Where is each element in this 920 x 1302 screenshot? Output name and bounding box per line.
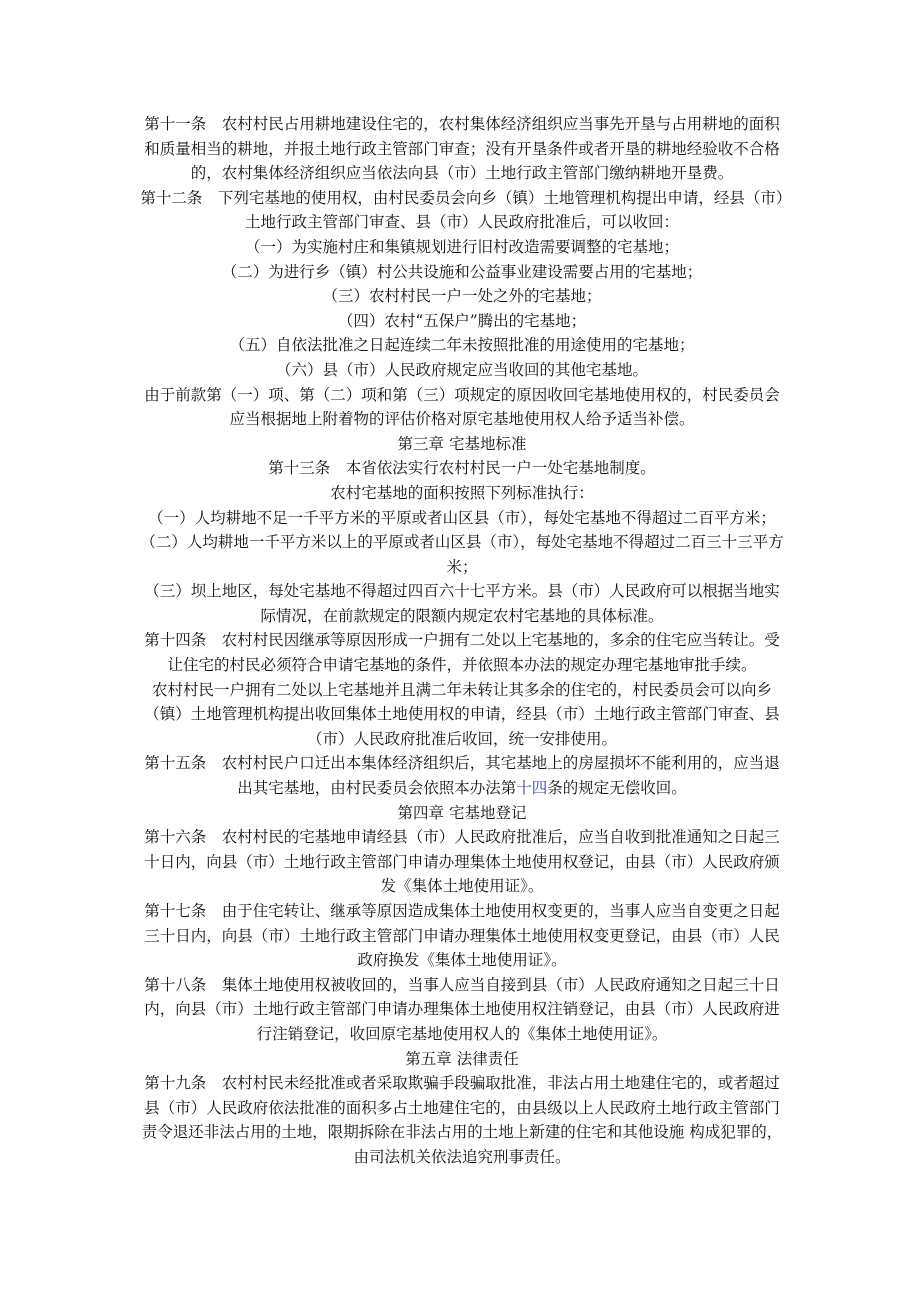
chapter-5-heading: 第五章 法律责任 — [405, 1049, 519, 1068]
article-12-item-2: （二）为进行乡（镇）村公共设施和公益事业建设需要占用的宅基地； — [221, 262, 703, 281]
article-13-item-2: （二）人均耕地一千平方米以上的平原或者山区县（市），每处宅基地不得超过二百三十三平方米； — [140, 533, 784, 576]
article-14: 第十四条 农村村民因继承等原因形成一户拥有二处以上宅基地的，多余的住宅应当转让。受让住宅的村民必须符合申请宅基地的条件，并依照本办法的规定办理宅基地审批手续。 — [144, 631, 780, 675]
article-15 — [138, 751, 786, 800]
article-15-text-after: 条的规定无偿收回。 — [547, 779, 687, 798]
article-12-item-1: （一）为实施村庄和集镇规划进行旧村改造需要调整的宅基地； — [244, 237, 679, 256]
article-15-text-before: 第十五条 农村村民户口迁出本集体经济组织后，其宅基地上的房屋损坏不能利用的，应当退出其宅基地，由村民委员会依照本办法第 — [144, 754, 780, 798]
article-18: 第十八条 集体土地使用权被收回的，当事人应当自接到县（市）人民政府通知之日起三十日内，向县（市）土地行政主管部门申请办理集体土地使用权注销登记，由县（市）人民政府进行注销登记，收回原宅基地使用权人的《集体土地使用证》。 — [144, 975, 780, 1043]
article-12: 第十二条 下列宅基地的使用权，由村民委员会向乡（镇）土地管理机构提出申请，经县（市）土地行政主管部门审查、县（市）人民政府批准后，可以收回： — [140, 188, 784, 232]
article-17: 第十七条 由于住宅转让、继承等原因造成集体土地使用权变更的，当事人应当自变更之日起三十日内，向县（市）土地行政主管部门申请办理集体土地使用权变更登记，由县（市）人民政府换发《集体土地使用证》。 — [144, 902, 780, 970]
article-12-item-6: （六）县（市）人民政府规定应当收回的其他宅基地。 — [275, 360, 648, 379]
article-12-item-3: （三）农村村民一户一处之外的宅基地； — [322, 287, 602, 306]
document-body — [138, 112, 786, 1170]
article-13-item-3: （三）坝上地区，每处宅基地不得超过四百六十七平方米。县（市）人民政府可以根据当地实际情况，在前款规定的限额内规定农村宅基地的具体标准。 — [144, 582, 780, 625]
article-19: 第十九条 农村村民未经批准或者采取欺骗手段骗取批准，非法占用土地建住宅的，或者超过县（市）人民政府依法批准的面积多占土地建住宅的，由县级以上人民政府土地行政主管部门责令退还非法占用的土地，限期拆除在非法占用的土地上新建的住宅和其他设施 构成犯罪的，由司法机关依法追究刑事责任。 — [141, 1074, 783, 1166]
article-12-compensation: 由于前款第（一）项、第（二）项和第（三）项规定的原因收回宅基地使用权的，村民委员会应当根据地上附着物的评估价格对原宅基地使用权人给予适当补偿。 — [144, 385, 780, 429]
chapter-4-heading: 第四章 宅基地登记 — [397, 803, 527, 822]
article-reference-link[interactable]: 十四 — [516, 779, 548, 798]
article-14-second-paragraph: 农村村民一户拥有二处以上宅基地并且满二年未转让其多余的住宅的，村民委员会可以向乡（镇）土地管理机构提出收回集体土地使用权的申请，经县（市）土地行政主管部门审查、县（市）人民政府批准后收回，统一安排使用。 — [144, 680, 780, 748]
article-11: 第十一条 农村村民占用耕地建设住宅的，农村集体经济组织应当事先开垦与占用耕地的面积和质量相当的耕地，并报土地行政主管部门审查；没有开垦条件或者开垦的耕地经验收不合格的，农村集体经济组织应当依法向县（市）土地行政主管部门缴纳耕地开垦费。 — [144, 115, 780, 183]
article-13: 第十三条 本省依法实行农村村民一户一处宅基地制度。 — [268, 459, 656, 478]
article-16: 第十六条 农村村民的宅基地申请经县（市）人民政府批准后，应当自收到批准通知之日起三十日内，向县（市）土地行政主管部门申请办理集体土地使用权登记，由县（市）人民政府颁发《集体土地使用证》。 — [144, 828, 780, 896]
article-13-item-1: （一）人均耕地不足一千平方米的平原或者山区县（市），每处宅基地不得超过二百平方米； — [148, 508, 776, 527]
article-12-item-4: （四）农村“五保户”腾出的宅基地； — [337, 311, 587, 330]
chapter-3-heading: 第三章 宅基地标准 — [397, 434, 527, 453]
article-13-standard-intro: 农村宅基地的面积按照下列标准执行： — [330, 483, 594, 502]
article-12-item-5: （五）自依法批准之日起连续二年未按照批准的用途使用的宅基地； — [229, 336, 695, 355]
